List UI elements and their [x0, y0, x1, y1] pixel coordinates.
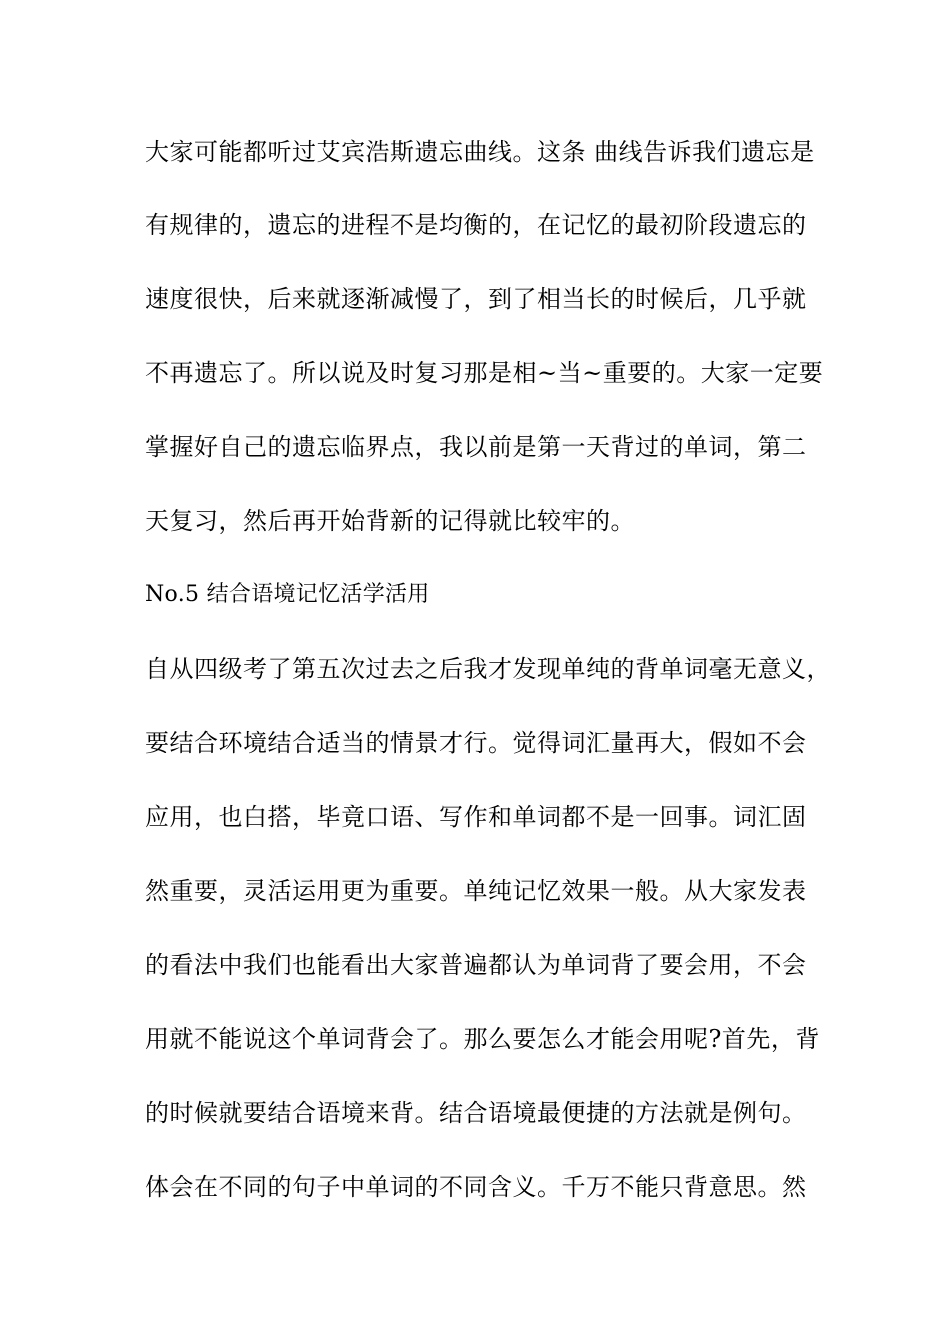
- paragraph-line-10: 然重要，灵活运用更为重要。单纯记忆效果一般。从大家发表: [145, 877, 807, 905]
- paragraph-line-13: 的时候就要结合语境来背。结合语境最便捷的方法就是例句。: [145, 1099, 807, 1127]
- paragraph-line-1: 大家可能都听过艾宾浩斯遗忘曲线。这条 曲线告诉我们遗忘是: [145, 138, 815, 166]
- paragraph-line-7: 自从四级考了第五次过去之后我才发现单纯的背单词毫无意义，: [145, 655, 831, 683]
- section-heading: No.5 结合语境记忆活学活用: [145, 582, 430, 607]
- paragraph-line-11: 的看法中我们也能看出大家普遍都认为单词背了要会用，不会: [145, 951, 807, 979]
- paragraph-line-14: 体会在不同的句子中单词的不同含义。千万不能只背意思。然: [145, 1173, 807, 1201]
- paragraph-line-6: 天复习，然后再开始背新的记得就比较牢的。: [145, 507, 635, 535]
- paragraph-line-3: 速度很快，后来就逐渐减慢了，到了相当长的时候后，几乎就: [145, 285, 807, 313]
- paragraph-line-4: 不再遗忘了。所以说及时复习那是相~当~重要的。大家一定要: [145, 359, 824, 387]
- paragraph-line-8: 要结合环境结合适当的情景才行。觉得词汇量再大，假如不会: [145, 729, 807, 757]
- paragraph-line-2: 有规律的，遗忘的进程不是均衡的，在记忆的最初阶段遗忘的: [145, 211, 807, 239]
- paragraph-line-5: 掌握好自己的遗忘临界点，我以前是第一天背过的单词，第二: [145, 433, 807, 461]
- paragraph-line-9: 应用，也白搭，毕竟口语、写作和单词都不是一回事。词汇固: [145, 803, 807, 831]
- paragraph-line-12: 用就不能说这个单词背会了。那么要怎么才能会用呢?首先，背: [145, 1025, 820, 1053]
